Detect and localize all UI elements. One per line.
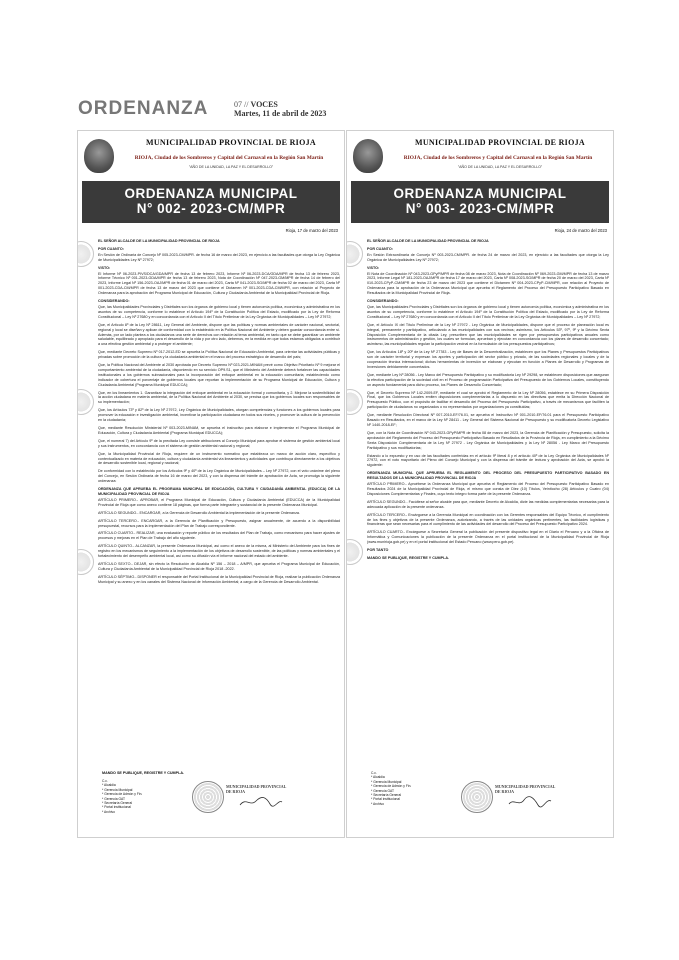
signature-block: [102, 771, 336, 827]
ordinance-subject: ORDENANZA QUE APRUEBA EL PROGRAMA MUNICIPAL DE EDUCACIÓN, CULTURA Y CIUDADANÍA AMBIENTAL (EDUCCA) DE LA MUNICIPALIDAD PROVINCIAL DE RIOJA: [98, 487, 340, 496]
masthead: [78, 98, 618, 124]
ordinance-body: [351, 239, 609, 561]
paragraph: Que, las Municipalidades Provinciales y Distritales son los órganos de gobierno local y tienen autonomía política, económica y administrativa en los asuntos de su competencia, conforme lo establece el Artículo 194º de la Constitución Política del Estado, modificado por la Ley de Reforma Constitucional – Ley Nº 27680 y en concordancia con el Artículo II del Título Preliminar de la Ley Orgánica de Municipalidades – Ley Nº 27972;: [98, 304, 340, 319]
masthead-brand: ORDENANZA: [78, 98, 209, 119]
cc-item: * Archivo: [102, 809, 116, 814]
municipality-name: MUNICIPALIDAD PROVINCIAL DE RIOJA: [415, 138, 585, 147]
ordinance-number: N° 003- 2023-CM/MPR: [405, 201, 555, 216]
mayor-signature: [461, 781, 561, 819]
signature-scribble-icon: [507, 795, 553, 809]
cc-item: * Gerencia GAT: [371, 788, 395, 793]
seal-icon: [77, 389, 94, 415]
mayor-signature: [192, 781, 292, 819]
city-line: RIOJA, Ciudad de los Sombreros y Capital del Carnaval en la Región San Martín: [134, 155, 324, 161]
paragraph: El Nota de Coordinación Nº 043-2023-GPyP/MPR de fecha 08 de marzo 2023, Nota de Coordinación Nº 069-2023-GM/MPR de fecha 13 de marzo 2023, Informe Legal Nº 181-2023-OAJ/MPR de fecha 17 de marzo del 2023, Carta Nº 008-2023-SG/MPR de fecha 20 de marzo del 2023, Carta Nº 010-2023-CPyP-CM/MPR de fecha 23 de marzo del 2023 que contiene el Dictamen Nº 004-2023-CPyP-CM/MPR, con relación al Proyecto de Ordenanza para la aprobación de la Ordenanza Municipal que aprueba el Reglamento del Proceso del Presupuesto Participativo Basado en Resultados de la Municipalidad Provincial de Rioja.: [367, 271, 609, 296]
ordinance-title: ORDENANZA MUNICIPAL: [393, 186, 567, 201]
heading-por-cuanto: POR CUANTO:: [98, 246, 124, 251]
ordinance-002-column: [77, 130, 345, 838]
cc-item: * Archivo: [371, 801, 385, 806]
paragraph: Que, el numeral 7) del Artículo 9º de la precitada Ley consiste atribuciones al Concejo Municipal para aprobar el sistema de gestión ambiental local y sus instrumentos, en concordancia con el sistema de gestión ambiental nacional y regional;: [98, 438, 340, 448]
ordinance-date: Rioja, 24 de marzo del 2023: [554, 228, 607, 233]
official-stamp-icon: [461, 781, 493, 813]
cc-item: * Alcaldía: [102, 783, 116, 788]
signature-scribble-icon: [238, 795, 284, 809]
ordinance-banner: [82, 181, 340, 223]
paragraph: Que, los Artículos 18º y 20º de la Ley Nº 27783 - Ley de Bases de la Descentralización, establecen que los Planes y Presupuestos Participativos son de carácter territorial y expresan los aportes y participación del sector público y privado, de las sociedades regionales y locales y de la cooperación técnica internacional; dichas herramientas de inversión se elaboran y ejecutan en función a Planes de Desarrollo y Programas de Inversiones debidamente concertados.: [367, 350, 609, 369]
seal-icon: [77, 241, 94, 267]
municipality-header: [351, 135, 609, 179]
cc-item: * Gerencia Municipal: [102, 787, 133, 792]
issue-name: VOCES: [250, 100, 278, 109]
article: ARTÍCULO PRIMERO.- Apruébese la Ordenanza Municipal que aprueba el Reglamento del Proceso del Presupuesto Participativo Basado en Resultados 2024 de la Municipalidad Provincial de Rioja, el mismo que consta de Diez (10) Títulos, Veintiocho (28) Artículos y Cuatro (04) Disposiciones Complementarias y Finales, cuyo texto integro forma parte de la presente Ordenanza.: [367, 482, 609, 496]
municipality-name: MUNICIPALIDAD PROVINCIAL DE RIOJA: [146, 138, 316, 147]
paragraph: Estando a lo expuesto y en uso de las facultades conferidas en el artículo 9º literal 8 y el artículo 40º de la Ley Orgánica de Municipalidades Nº 27972, con el voto mayoritario del Pleno del Concejo Municipal y con la dispensa del trámite de lectura y aprobación del Acta, se aprobó la siguiente:: [367, 453, 609, 468]
motto: "AÑO DE LA UNIDAD, LA PAZ Y EL DESARROLLO": [188, 165, 274, 169]
cc-item: * Secretaría General: [371, 793, 402, 798]
paragraph: Que, con la Nota de Coordinación Nº 043-2023-GPyP/MPR de fecha 08 de marzo del 2023, la Gerencia de Planificación y Presupuesto, solicita la aprobación del Reglamento del Proceso del Presupuesto Participativo Basado en Resultados de la Provincia de Rioja, en cumplimiento a la Décimo Sexta Disposición Complementaria de la Ley Nº 27972 - Ley Orgánica de Municipalidades y la Ley Nº 28056 - Ley Marco del Presupuesto Participativo y sus modificatorias;: [367, 430, 609, 450]
paragraph: Que, las Municipalidades Provinciales y Distritales son los órganos de gobierno local y tienen autonomía política, económica y administrativa en los asuntos de su competencia, conforme lo establece el Artículo 194º de la Constitución Política del Estado, modificado por la Ley de Reforma Constitucional – Ley Nº 27680 y en concordancia con el Artículo II del Título Preliminar de la Ley Orgánica de Municipalidades – Ley Nº 27972;: [367, 304, 609, 319]
municipality-crest-icon: [84, 139, 114, 173]
cc-item: * Gerencia de Admón y Fin.: [102, 792, 143, 797]
municipality-crest-icon: [353, 139, 383, 173]
article: ARTÍCULO SEXTO.- DEJAR, sin efecto la Resolución de Alcaldía Nº 156 – 2018 – A/MPR, que aprueba el Programa Municipal de Educación, Cultura y Ciudadanía Ambiental de la Municipalidad Provincial de Rioja 2018 -2022.: [98, 561, 340, 571]
ordinance-subject: ORDENANZA MUNICIPAL QUE APRUEBA EL REGLAMENTO DEL PROCESO DEL PRESUPUESTO PARTICIPATIVO BASADO EN RESULTADOS DE LA MUNICIPALIDAD PROVINCIAL DE RIOJA: [367, 471, 609, 481]
issue-date: Martes, 11 de abril de 2023: [234, 109, 327, 118]
seal-icon: [77, 549, 94, 575]
ordinance-number: N° 002- 2023-CM/MPR: [136, 201, 286, 216]
article: ARTÍCULO SÉPTIMO.- DISPONER el responsable del Portal Institucional de la Municipalidad Provincial de Rioja, realizar la publicación Ordenanza Municipal y su anexo y en los canales del Sistema Nacional de Información Ambiental; a cargo de la Gerencia de Desarrollo Ambiental.: [98, 574, 340, 584]
mando-line: MANDO SE PUBLIQUE, REGISTRE Y CUMPLA.: [367, 555, 450, 560]
ordinance-banner: [351, 181, 609, 223]
heading-visto: VISTO:: [98, 265, 111, 270]
seal-icon: [346, 241, 363, 267]
paragraph: Que, la Municipalidad Provincial de Rioja, requiere de un instrumento normativo que establezca un marco de acción claro, específico y contextualizado en materia de educación, cultura y ciudadanía ambiental vía lineamientos y actividades que contribuya directamente a los objetivos de desarrollo sostenible local, regional y nacional;: [98, 451, 340, 466]
cc-item: * Gerencia de Admón y Fin.: [371, 784, 412, 789]
article: ARTÍCULO PRIMERO.- APROBAR, el Programa Municipal de Educación, Cultura y Ciudadanía Ambiental (EDUCCA) de la Municipalidad Provincial de Rioja que como anexo contiene 18 páginas, que forma parte integrante y sustancial de la presente Ordenanza Municipal.: [98, 497, 340, 507]
heading-por-cuanto: POR CUANTO:: [367, 246, 393, 251]
paragraph: El Informe Nº 06-2023-PIVS/DCA/GDA/MPR de fecha 13 de febrero 2023, Informe Nº 06-2023-DCA/GDA/MPR de fecha 13 de febrero 2023, Informe Técnico Nº 001-2023-GDA/MPR de fecha 13 de febrero 2023, Nota de Coordinación Nº 047-2023-GM/MPR de fecha 14 de febrero del 2023, Informe Legal Nº 156-2023-OAJ/MPR de fecha 01 de marzo del 2023, Carta Nº 041-2023-SG/MPR de fecha 02 de marzo del 2023, Carta Nº 001-2023-CDA-CM/MPR de fecha 13 de marzo del 2023 que contiene el Dictamen Nº 001-2023-CDA-CM/MPR, con relación al Proyecto de Ordenanza para la aprobación del Programa Municipal de Educación, Cultura y Ciudadanía Ambiental de la Municipalidad Provincial de Rioja.: [98, 271, 340, 296]
paragraph: Que, el Artículo 8º de la Ley Nº 28611, Ley General del Ambiente, dispone que las políticas y normas ambientales de carácter nacional, sectorial, regional y local se diseñan y aplican de conformidad con lo establecido en la Política Nacional del Ambiente y deben guardar concordancia entre sí. Además, por un lado plantea a los ciudadanos una serie de derechos con relación al tema ambiental, en tanto que se debe garantizar un ambiente saludable, equilibrado y apropiado para el desarrollo de la vida y por otro lado, debemos, en la medida en que todos estamos obligados a contribuir a una efectiva gestión ambiental y a proteger el ambiente;: [98, 322, 340, 347]
signature-institution: MUNICIPALIDAD PROVINCIAL DE RIOJA: [226, 784, 287, 794]
paragraph: Que, el Decreto Supremo Nº 142-2009-EF, mediante el cual se aprobó el Reglamento de la Ley Nº 28056, establece en su Primera Disposición Final, que los Gobiernos Locales emiten disposiciones complementarias a lo dispuesto en las directivas que emita la Dirección Nacional de Presupuesto Público, con el propósito de facilitar el desarrollo del Proceso del Presupuesto Participativo, a través de mecanismos que faciliten la participación de ciudadanos no organizados o no representados por organizaciones ya constituidas;: [367, 390, 609, 410]
article: ARTÍCULO CUARTO.- REALIZAR, una evaluación y reporte público de los resultados del Plan de Trabajo, como mecanismo para hacer ajustes de procesos y mejoras en el Plan de Trabajo del año siguiente.: [98, 531, 340, 541]
signature-block: [371, 771, 605, 827]
seal-icon: [346, 389, 363, 415]
ordinance-body: [82, 239, 340, 585]
article: ARTÍCULO CUARTO.- Encárguese a Secretaría General la publicación del presente dispositivo legal en el Diario el Peruano y a la Oficina de Informática y Comunicaciones la publicación de la presente Ordenanza en el portal institucional de la Municipalidad Provincial de Rioja (www.munirioja.gob.pe) y en el portal institucional del Estado Peruano (www.peru.gob.pe).: [367, 530, 609, 545]
cc-item: * Secretaría General: [102, 801, 133, 806]
city-line: RIOJA, Ciudad de los Sombreros y Capital del Carnaval en la Región San Martín: [403, 155, 593, 161]
motto: "AÑO DE LA UNIDAD, LA PAZ Y EL DESARROLLO": [457, 165, 543, 169]
article: ARTÍCULO TERCERO.- ENCARGAR, a la Gerencia de Planificación y Presupuesto, asignar anualmente, de acuerdo a la disponibilidad presupuestal, recursos para la implementación del Plan de Trabajo correspondiente.: [98, 518, 340, 528]
issue-page: 07: [234, 100, 242, 109]
paragraph: Que, mediante Decreto Supremo Nº 017-2012-ED se aprueba la Política Nacional de Educación Ambiental, para orientar las actividades públicas y privadas sobre promoción de la cultura y la ciudadanía ambiental en el marco del proceso estratégico de desarrollo del país;: [98, 350, 340, 360]
heading-considerando: CONSIDERANDO:: [98, 299, 130, 304]
paragraph: Que, el Artículo IX del Título Preliminar de la Ley Nº 27972 - Ley Orgánica de Municipalidades, dispone que el proceso de planeación local es integral, permanente y participativo, articulando a las municipalidades con sus vecinos; asimismo, los Artículos 53º, 97º, 9º y la Décimo Sexta Disposición Complementaria de la citada Ley, prescriben que las municipalidades se rigen por presupuestos participativos anuales como instrumentos de administración y gestión, los cuales se formulan, aprueban y ejecutan en concordancia con los planes de desarrollo concertado; asimismo, las municipalidades regulan la participación vecinal en la formulación de los presupuestos participativos;: [367, 322, 609, 347]
cc-item: * Alcaldía: [371, 775, 385, 780]
heading-considerando: CONSIDERANDO:: [367, 299, 399, 304]
intro: EL SEÑOR ALCALDE DE LA MUNICIPALIDAD PROVINCIAL DE RIOJA: [367, 239, 489, 243]
cc-item: * Portal institucional: [102, 805, 131, 810]
paragraph: En Sesión Extraordinaria de Concejo Nº 003-2023-CM/MPR. de fecha 24 de marzo del 2023, en ejercicio a las facultades que otorga la Ley Orgánica de Municipalidades Ley Nº 27972;: [367, 252, 609, 262]
paragraph: Que, la Política Nacional del Ambiente al 2030 aprobada por Decreto Supremo Nº 023-2021-MINAM prevé como Objetivo Prioritario Nº 9 mejorar el comportamiento ambiental de la ciudadanía, disponiendo en su servicio OP9.S1, que el Ministerio del Ambiente deberá fortalecer las capacidades institucionales a los gobiernos subnacionales para la incorporación del enfoque ambiental en la educación comunitaria; estableciendo como indicador de cobertura el porcentaje de gobiernos locales que reportan la implementación de su Programa Municipal de Educación, Cultura y Ciudadanía Ambiental (Programa Municipal EDUCCA);: [98, 363, 340, 387]
article: ARTÍCULO SEGUNDO.- ENCARGAR, a la Gerencia de Desarrollo Ambiental la implementación de la presente Ordenanza.: [98, 510, 301, 515]
mando-line: MANDO SE PUBLIQUE, REGISTRE Y CUMPLA.: [102, 771, 185, 775]
ordinance-003-column: [346, 130, 614, 838]
article: ARTÍCULO TERCERO.- Encárguese a la Gerencia Municipal en coordinación con los Gerentes responsables del Equipo Técnico, el cumplimiento de los fines y objetivos de la presente Ordenanza, autorizando, a través de las unidades orgánicas pertinentes, las facilidades logísticas y financieras que sean necesarias para el cumplimiento de las actividades del desarrollo del Proceso del Presupuesto Participativo 2024.: [367, 512, 609, 527]
cc-item: C.c.: [102, 779, 108, 783]
paragraph: De conformidad con lo establecido por los Artículos 9º y 40º de la Ley Orgánica de Municipalidades – Ley Nº 27972, con el voto unánime del pleno del Concejo, en Sesión Ordinaria de fecha 16 de marzo del 2023, y con la dispensa del trámite de aprobación de Acta, se promulga la siguiente ordenanza:: [98, 469, 340, 484]
seal-icon: [346, 539, 363, 565]
cc-item: * Gerencia GAT: [102, 796, 126, 801]
official-stamp-icon: [192, 781, 224, 813]
heading-por-tanto: POR TANTO: [367, 548, 389, 553]
cc-item: C.c.: [371, 771, 377, 775]
cc-item: * Gerencia Municipal: [371, 779, 402, 784]
intro: EL SEÑOR ALCALDE DE LA MUNICIPALIDAD PROVINCIAL DE RIOJA: [98, 239, 220, 243]
paragraph: Que, mediante Ley Nº 28056 - Ley Marco del Presupuesto Participativo y su modificatoria Ley Nº 29298, se establecen disposiciones que aseguran la efectiva participación de la sociedad civil en el Proceso de programación Participativa del Presupuesto de los Gobiernos Locales, constituyendo un aspecto fundamental para dicho proceso, los Planes de Desarrollo Concertado;: [367, 372, 609, 387]
article: ARTÍCULO SEGUNDO.- Facúltese al señor alcalde para que, mediante Decreto de Alcaldía, dicte las medidas complementarias necesarias para la adecuada aplicación de la presente ordenanza.: [367, 499, 609, 509]
signature-institution: MUNICIPALIDAD PROVINCIAL DE RIOJA: [495, 784, 556, 794]
paragraph: Que, mediante Resolución Directoral Nº 007-2010-EF/76.01, se aprueba el Instructivo Nº 001-2010-EF/76.01 para el Presupuesto Participativo Basado en Resultados, en el marco de la Ley Nº 28411 - Ley General del Sistema Nacional de Presupuesto y su modificatoria Decreto Legislativo Nº 1440-2018-EF;: [367, 413, 609, 427]
heading-visto: VISTO:: [367, 265, 380, 270]
paragraph: Que, los Artículos 73º y 82º de la Ley Nº 27972, Ley Orgánica de Municipalidades, otorgan competencias y funciones a los gobiernos locales para promover la educación e investigación ambiental, incentivar la participación ciudadana en todos sus niveles, y promover la cultura de la prevención en la ciudadanía;: [98, 408, 340, 423]
municipality-header: [82, 135, 340, 179]
ordinance-title: ORDENANZA MUNICIPAL: [124, 186, 298, 201]
article: ARTÍCULO QUINTO.- ALCANZAR, la presente Ordenanza Municipal, así como el anexo de la misma, al Ministerio del Ambiente para los fines de registro en los mecanismos de seguimiento a la implementación de los objetivos de desarrollo sostenible, de las políticas y normas ambientales y el fortalecimiento del desempeño ambiental local, así como su difusión vía el informe nacional del estado del ambiente.: [98, 544, 340, 559]
paragraph: En Sesión de Ordinaria de Concejo Nº 005-2023-CM/MPR. de fecha 16 de marzo del 2023, en ejercicio a las facultades que otorga la Ley Orgánica de Municipalidades Ley Nº 27972;: [98, 252, 340, 262]
masthead-issue: 07 // VOCES Martes, 11 de abril de 2023: [234, 100, 327, 118]
cc-item: * Portal institucional: [371, 797, 400, 802]
ordinance-date: Rioja, 17 de marzo del 2023: [285, 228, 338, 233]
paragraph: Que, mediante Resolución Ministerial Nº 003-2023-MINAM, se aprueba el instructivo para elaborar e implementar el Programa Municipal de Educación, Cultura y Ciudadanía Ambiental (Programa Municipal EDUCCA);: [98, 426, 340, 435]
paragraph: Que, en los lineamientos 1. Garantizar la integración del enfoque ambiental en la educación formal y comunitaria, y 2. Mejorar la sostenibilidad de la acción ciudadana en materia ambiental, de la Política Nacional del Ambiente al 2030, se precisa que los gobiernos locales son responsables de su implementación;: [98, 390, 340, 405]
